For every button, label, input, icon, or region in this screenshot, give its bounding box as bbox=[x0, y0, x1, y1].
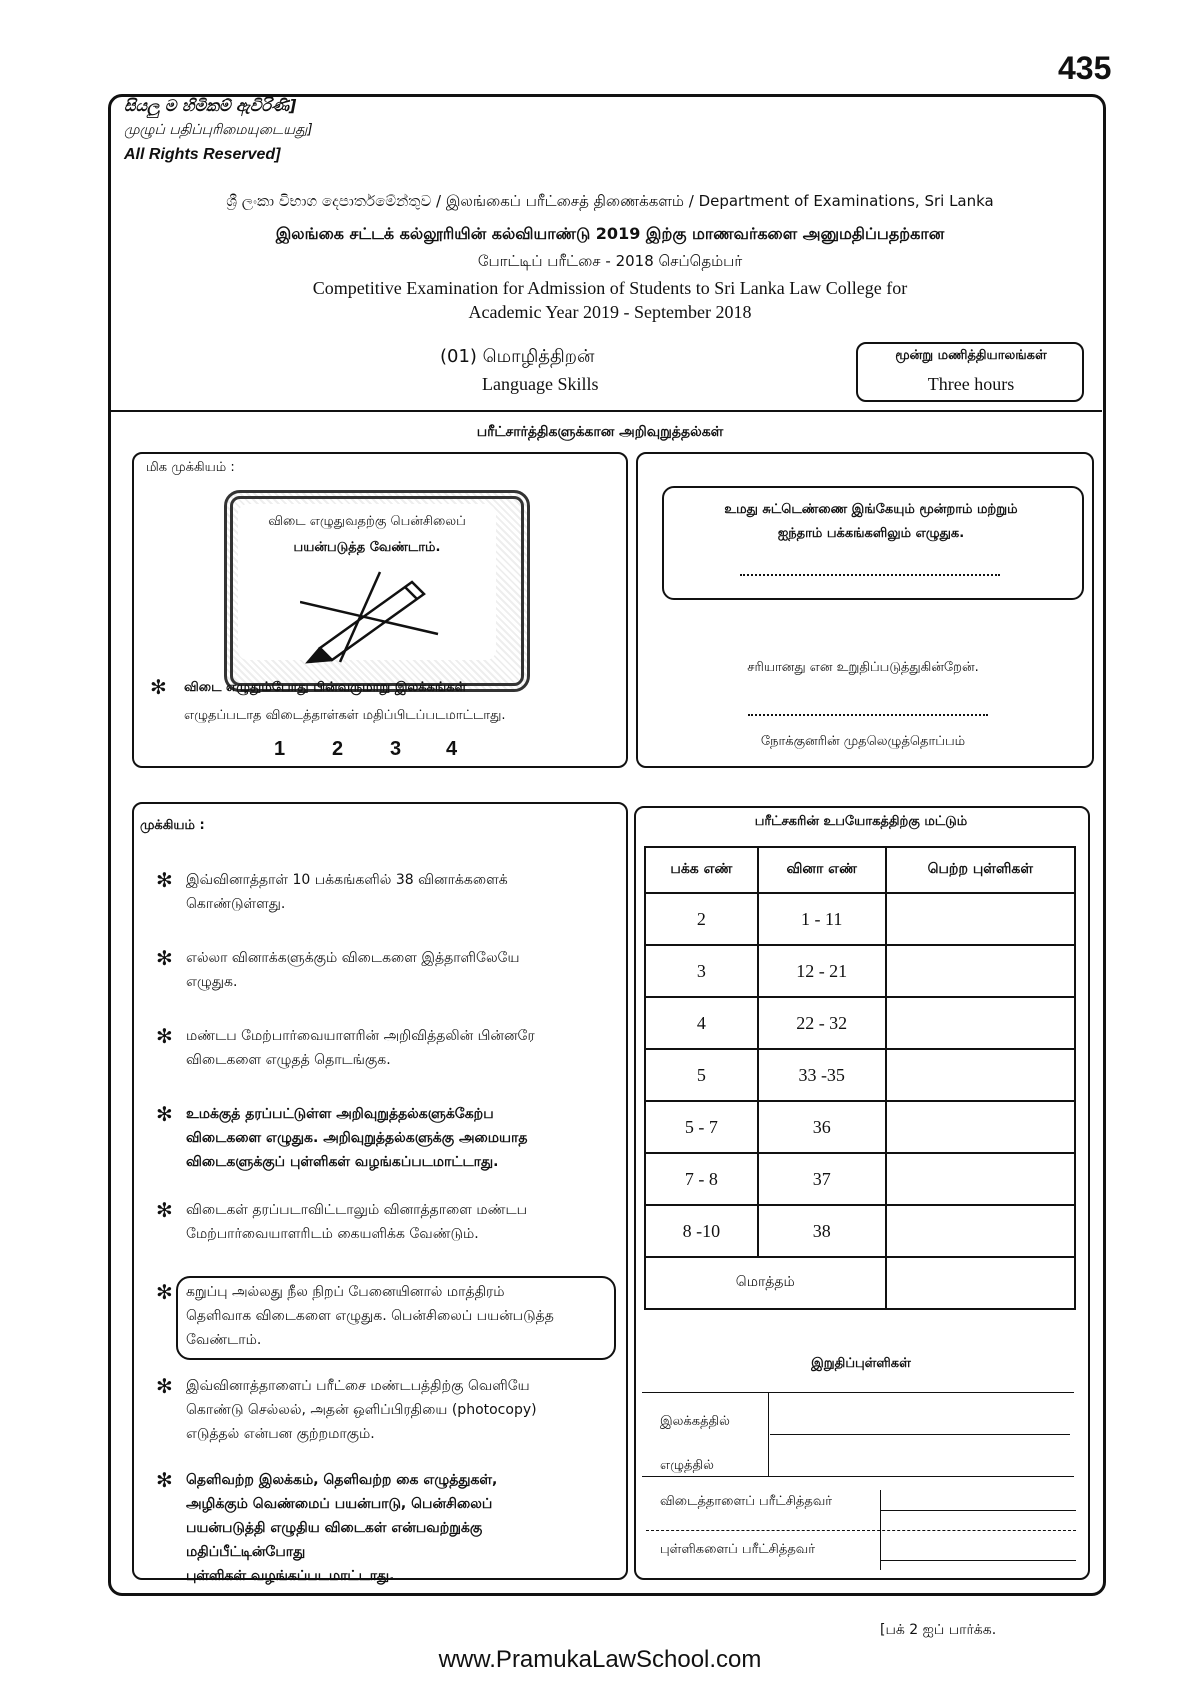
page-number: 435 bbox=[1058, 50, 1112, 86]
page-cell: 4 bbox=[645, 997, 758, 1049]
table-row bbox=[645, 997, 1075, 1049]
asterisk-icon: ✻ bbox=[156, 1024, 173, 1048]
important-label: முக்கியம் : bbox=[140, 818, 205, 833]
final-marks-label: இறுதிப்புள்ளிகள் bbox=[811, 1356, 911, 1371]
rights-tamil: முழுப் பதிப்புரிமையுடையது] bbox=[124, 122, 313, 138]
marks-cell[interactable] bbox=[886, 893, 1075, 945]
asterisk-icon: ✻ bbox=[156, 1280, 173, 1304]
asterisk-icon: ✻ bbox=[156, 1468, 173, 1492]
department-line: ශ්‍රී ලංකා විභාග දෙපාර්තමේන්තුව / இலங்கைப் பரீட்சைத் திணைக்களம் / Department of Examinations, Sri Lanka bbox=[226, 192, 994, 210]
page-cell: 5 - 7 bbox=[645, 1101, 758, 1153]
subject-tamil: (01) மொழித்திறன் bbox=[440, 346, 595, 367]
duration-english: Three hours bbox=[927, 374, 1015, 394]
asterisk-icon: ✻ bbox=[156, 1198, 173, 1222]
asterisk-icon: ✻ bbox=[156, 1374, 173, 1398]
note-item: விடைகள் தரப்படாவிட்டாலும் வினாத்தாளை மண்டப மேற்பார்வையாளரிடம் கையளிக்க வேண்டும். bbox=[186, 1202, 528, 1242]
question-cell: 12 - 21 bbox=[758, 945, 886, 997]
examiner-heading: பரீட்சகரின் உபயோகத்திற்கு மட்டும் bbox=[754, 814, 968, 829]
asterisk-icon: ✻ bbox=[156, 1102, 173, 1126]
note-item: கறுப்பு அல்லது நீல நிறப் பேனையினால் மாத்திரம் தெளிவாக விடைகளை எழுதுக. பென்சிலைப் பயன்படுத்த வேண்டாம். bbox=[186, 1284, 554, 1348]
digit-sample: 4 bbox=[446, 738, 458, 760]
marks-cell[interactable] bbox=[886, 1101, 1075, 1153]
title-english-line-2: Academic Year 2019 - September 2018 bbox=[468, 302, 752, 322]
asterisk-icon: ✻ bbox=[156, 868, 173, 892]
index-number-dotted-line[interactable] bbox=[740, 574, 1000, 576]
checker-separator bbox=[646, 1530, 1076, 1531]
rights-sinhala: සියලු ම හිමිකම් ඇවිරිණි] bbox=[124, 96, 297, 115]
no-pencil-text-1: விடை எழுதுவதற்கு பென்சிலைப் bbox=[268, 514, 466, 529]
title-english-line-1: Competitive Examination for Admission of Students to Sri Lanka Law College for bbox=[312, 278, 908, 298]
digit-sample: 3 bbox=[390, 738, 402, 760]
page-cell: 5 bbox=[645, 1049, 758, 1101]
supervisor-initials-label: நோக்குனரின் முதலெழுத்தொப்பம் bbox=[760, 734, 966, 749]
duration-tamil: மூன்று மணித்தியாலங்கள் bbox=[895, 348, 1047, 363]
total-row bbox=[645, 1257, 1075, 1309]
column-header: வினா எண் bbox=[758, 847, 886, 893]
note-item: மண்டப மேற்பார்வையாளரின் அறிவித்தலின் பின்னரே விடைகளை எழுதத் தொடங்குக. bbox=[186, 1028, 535, 1068]
in-figures-field[interactable] bbox=[770, 1434, 1070, 1435]
table-row bbox=[645, 893, 1075, 945]
marks-cell[interactable] bbox=[886, 997, 1075, 1049]
website-url[interactable]: www.PramukaLawSchool.com bbox=[438, 1646, 762, 1673]
title-tamil-line-1: இலங்கை சட்டக் கல்லூரியின் கல்வியாண்டு 2019 இற்கு மாணவர்களை அனுமதிப்பதற்கான bbox=[275, 224, 945, 243]
very-important-label: மிக முக்கியம் : bbox=[146, 460, 235, 475]
header-divider bbox=[110, 410, 1102, 412]
index-instruction-line-2: ஐந்தாம் பக்கங்களிலும் எழுதுக. bbox=[777, 526, 965, 541]
page-cell: 2 bbox=[645, 893, 758, 945]
in-words-field[interactable] bbox=[642, 1476, 1074, 1477]
in-words-label: எழுத்தில் bbox=[660, 1458, 714, 1473]
see-page-note: [பக் 2 ஐப் பார்க்க. bbox=[880, 1622, 997, 1638]
marks-checker-field[interactable] bbox=[880, 1560, 1076, 1561]
marks-cell[interactable] bbox=[886, 1049, 1075, 1101]
note-item: எல்லா வினாக்களுக்கும் விடைகளை இத்தாளிலேயே எழுதுக. bbox=[186, 950, 520, 990]
page-cell: 8 -10 bbox=[645, 1205, 758, 1257]
table-row bbox=[645, 1153, 1075, 1205]
note-item: இவ்வினாத்தாள் 10 பக்கங்களில் 38 வினாக்களைக் கொண்டுள்ளது. bbox=[186, 872, 508, 912]
final-marks-divider bbox=[768, 1392, 769, 1476]
rights-english: All Rights Reserved] bbox=[124, 146, 281, 163]
table-row bbox=[645, 1101, 1075, 1153]
note-item: தெளிவற்ற இலக்கம், தெளிவற்ற கை எழுத்துகள், அழிக்கும் வெண்மைப் பயன்பாடு, பென்சிலைப் பயன்படுத்தி எழுதிய விடைகள் என்பவற்றுக்கு மதிப்பீட்டின்போது புள்ளிகள் வழங்கப்படமாட்டாது. bbox=[186, 1472, 498, 1584]
question-cell: 33 -35 bbox=[758, 1049, 886, 1101]
total-label: மொத்தம் bbox=[645, 1257, 886, 1309]
question-cell: 36 bbox=[758, 1101, 886, 1153]
page-cell: 3 bbox=[645, 945, 758, 997]
certify-text: சரியானது என உறுதிப்படுத்துகின்றேன். bbox=[747, 660, 979, 675]
in-figures-label: இலக்கத்தில் bbox=[660, 1414, 730, 1429]
question-cell: 37 bbox=[758, 1153, 886, 1205]
important-note-line-1: விடை எழுதும்போது பின்வருமாறு இலக்கங்கள் bbox=[184, 680, 467, 695]
question-cell: 1 - 11 bbox=[758, 893, 886, 945]
question-cell: 22 - 32 bbox=[758, 997, 886, 1049]
signature-dotted-line[interactable] bbox=[748, 714, 988, 716]
title-tamil-line-2: போட்டிப் பரீட்சை - 2018 செப்தெம்பர் bbox=[477, 252, 743, 270]
instructions-heading: பரீட்சார்த்திகளுக்கான அறிவுறுத்தல்கள் bbox=[476, 424, 724, 440]
asterisk-icon: ✻ bbox=[150, 675, 167, 699]
table-header-row bbox=[645, 847, 1075, 893]
note-item: உமக்குத் தரப்பட்டுள்ள அறிவுறுத்தல்களுக்கேற்ப விடைகளை எழுதுக. அறிவுறுத்தல்களுக்கு அமையாத விடைகளுக்குப் புள்ளிகள் வழங்கப்படமாட்டாது. bbox=[186, 1106, 528, 1170]
marks-checker-label: புள்ளிகளைப் பரீட்சித்தவர் bbox=[660, 1542, 816, 1557]
total-marks-cell[interactable] bbox=[886, 1257, 1075, 1309]
notes-box bbox=[132, 802, 628, 1580]
asterisk-icon: ✻ bbox=[156, 946, 173, 970]
marks-cell[interactable] bbox=[886, 945, 1075, 997]
note-item: இவ்வினாத்தாளைப் பரீட்சை மண்டபத்திற்கு வெளியே கொண்டு செல்லல், அதன் ஒளிப்பிரதியை (photocopy) எடுத்தல் என்பன குற்றமாகும். bbox=[186, 1378, 537, 1442]
answer-checker-label: விடைத்தாளைப் பரீட்சித்தவர் bbox=[660, 1494, 833, 1509]
index-instruction-line-1: உமது சுட்டெண்ணை இங்கேயும் மூன்றாம் மற்றும் bbox=[724, 502, 1018, 517]
important-note-line-2: எழுதப்படாத விடைத்தாள்கள் மதிப்பிடப்படமாட்டாது. bbox=[184, 708, 506, 723]
page-cell: 7 - 8 bbox=[645, 1153, 758, 1205]
marks-table bbox=[644, 846, 1076, 1310]
column-header: பெற்ற புள்ளிகள் bbox=[886, 847, 1075, 893]
digit-sample: 2 bbox=[332, 738, 344, 760]
question-cell: 38 bbox=[758, 1205, 886, 1257]
table-row bbox=[645, 1205, 1075, 1257]
table-row bbox=[645, 1049, 1075, 1101]
marks-cell[interactable] bbox=[886, 1205, 1075, 1257]
answer-checker-field[interactable] bbox=[880, 1510, 1076, 1511]
no-pencil-text-2: பயன்படுத்த வேண்டாம். bbox=[293, 540, 441, 555]
column-header: பக்க எண் bbox=[645, 847, 758, 893]
table-row bbox=[645, 945, 1075, 997]
digit-sample: 1 bbox=[274, 738, 286, 760]
crossed-pencil-icon bbox=[300, 568, 440, 664]
subject-english: Language Skills bbox=[482, 374, 599, 394]
marks-cell[interactable] bbox=[886, 1153, 1075, 1205]
